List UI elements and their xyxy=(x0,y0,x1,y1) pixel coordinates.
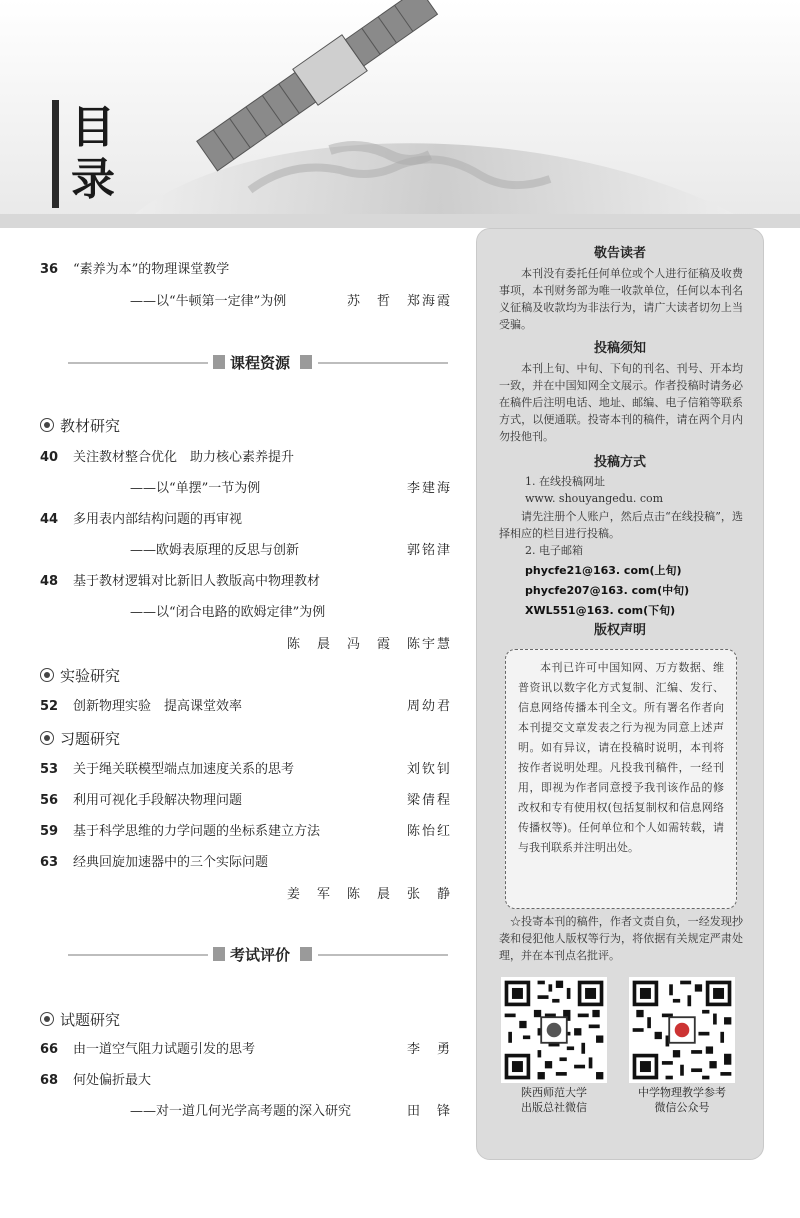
article-title: 基于科学思维的力学问题的坐标系建立方法 xyxy=(73,824,321,839)
bullet-icon xyxy=(40,1012,54,1026)
qr-code-right[interactable] xyxy=(629,977,735,1083)
page-number: 36 xyxy=(40,262,59,277)
article-title: “素养为本”的物理课堂教学 xyxy=(73,262,230,277)
notice-text: 本刊没有委托任何单位或个人进行征稿及收费事项，本刊财务部为唯一收款单位，任何以本刊名义征稿及收款均为非法行为，请广大读者切勿上当受骗。 xyxy=(499,267,743,331)
email-link[interactable]: phycfe207@163. com(中旬) xyxy=(525,584,690,597)
section-label: 考试评价 xyxy=(230,946,291,964)
article-author: 李建海 xyxy=(406,481,452,496)
article-subtitle: ——以“牛顿第一定律”为例 xyxy=(130,294,287,309)
page-number: 40 xyxy=(40,450,59,465)
method-title: 投稿方式 xyxy=(593,455,646,470)
category-xiti: 习题研究 xyxy=(40,729,120,749)
category-shiyan: 实验研究 xyxy=(40,666,120,686)
article-author: 苏 哲 郑海霞 xyxy=(346,294,452,309)
bullet-icon xyxy=(40,731,54,745)
article-subtitle: ——以“闭合电路的欧姆定律”为例 xyxy=(130,605,326,620)
submission-text: 本刊上旬、中旬、下旬的刊名、刊号、开本均一致，并在中国知网全文展示。作者投稿时请务必在稿件后注明电话、地址、邮编、电子信箱等联系方式，以便通联。投寄本刊的稿件，请在两个月内勿投他刊。 xyxy=(499,362,743,443)
notice-panel xyxy=(476,228,764,1160)
bullet-icon xyxy=(40,668,54,682)
article-title: 经典回旋加速器中的三个实际问题 xyxy=(73,855,269,870)
article-title: 利用可视化手段解决物理问题 xyxy=(73,793,243,808)
article-title: 关于绳关联模型端点加速度关系的思考 xyxy=(73,762,295,777)
article-author: 田 锋 xyxy=(406,1104,452,1119)
warning-text: ☆投寄本刊的稿件，作者文责自负，一经发现抄袭和侵犯他人版权等行为，将依据有关规定严肃处理，并在本刊点名批评。 xyxy=(499,915,743,962)
email-link[interactable]: XWL551@163. com(下旬) xyxy=(525,604,676,617)
email-link[interactable]: phycfe21@163. com(上旬) xyxy=(525,564,682,577)
qr-right-caption: 中学物理教学参考 微信公众号 xyxy=(638,1086,726,1114)
page-number: 63 xyxy=(40,855,59,870)
article-title: 创新物理实验 提高课堂效率 xyxy=(73,699,243,714)
article-author: 姜 军 陈 晨 张 静 xyxy=(286,887,452,902)
article-title: 何处偏折最大 xyxy=(73,1073,152,1088)
article-author: 周幼君 xyxy=(406,699,452,714)
article-author: 李 勇 xyxy=(406,1042,452,1057)
section-label: 课程资源 xyxy=(230,354,291,372)
title-char-2: 录 xyxy=(71,154,115,205)
article-subtitle: ——以“单摆”一节为例 xyxy=(130,481,261,496)
qr-left-caption: 陕西师范大学 出版总社微信 xyxy=(521,1086,587,1114)
submission-title: 投稿须知 xyxy=(593,341,646,356)
article-author: 陈 晨 冯 霞 陈宇慧 xyxy=(286,637,452,652)
method-online-url[interactable]: www. shouyangedu. com xyxy=(525,492,664,505)
bullet-icon xyxy=(40,418,54,432)
category-shiti: 试题研究 xyxy=(40,1010,120,1030)
page-number: 48 xyxy=(40,574,59,589)
page-number: 44 xyxy=(40,512,59,527)
copyright-text: 本刊已许可中国知网、万方数据、维普资讯以数字化方式复制、汇编、发行、信息网络传播本刊全文。所有署名作者向本刊提交文章发表之行为视为同意上述声明。如有异议，请在投稿时说明，本刊将按作者说明处理。凡投我刊稿件，一经刊用，即视为作者同意授予我刊该作品的修改权和专有使用权(包括复制权和信息网络传播权等)。任何单位和个人如需转载，请与我刊联系并注明出处。 xyxy=(518,661,724,854)
article-title: 关注教材整合优化 助力核心素养提升 xyxy=(73,450,295,465)
page-number: 52 xyxy=(40,699,59,714)
article-title: 基于教材逻辑对比新旧人教版高中物理教材 xyxy=(73,574,321,589)
section-header-exam xyxy=(68,944,460,966)
category-jiaocai: 教材研究 xyxy=(40,416,120,436)
article-subtitle: ——对一道几何光学高考题的深入研究 xyxy=(130,1104,352,1119)
page-number: 68 xyxy=(40,1073,59,1088)
page-title xyxy=(52,100,125,208)
article-title: 多用表内部结构问题的再审视 xyxy=(73,512,243,527)
notice-title: 敬告读者 xyxy=(593,246,646,261)
copyright-title: 版权声明 xyxy=(593,623,646,638)
section-header-course xyxy=(68,352,460,374)
method-online-label: 1. 在线投稿网址 xyxy=(525,475,605,488)
title-char-1: 目 xyxy=(71,102,115,153)
article-author: 郭铭津 xyxy=(406,543,452,558)
page-number: 59 xyxy=(40,824,59,839)
qr-code-left[interactable] xyxy=(501,977,607,1083)
article-subtitle: ——欧姆表原理的反思与创新 xyxy=(130,543,300,558)
article-title: 由一道空气阻力试题引发的思考 xyxy=(73,1042,256,1057)
article-author: 刘钦钊 xyxy=(406,762,452,777)
page-number: 53 xyxy=(40,762,59,777)
article-author: 陈怡红 xyxy=(406,824,452,839)
method-email-label: 2. 电子邮箱 xyxy=(525,544,583,557)
copyright-box xyxy=(505,649,737,909)
article-author: 梁倩程 xyxy=(406,793,452,808)
page-number: 66 xyxy=(40,1042,59,1057)
method-online-note: 请先注册个人账户，然后点击“在线投稿”，选择相应的栏目进行投稿。 xyxy=(499,510,743,540)
page-number: 56 xyxy=(40,793,59,808)
